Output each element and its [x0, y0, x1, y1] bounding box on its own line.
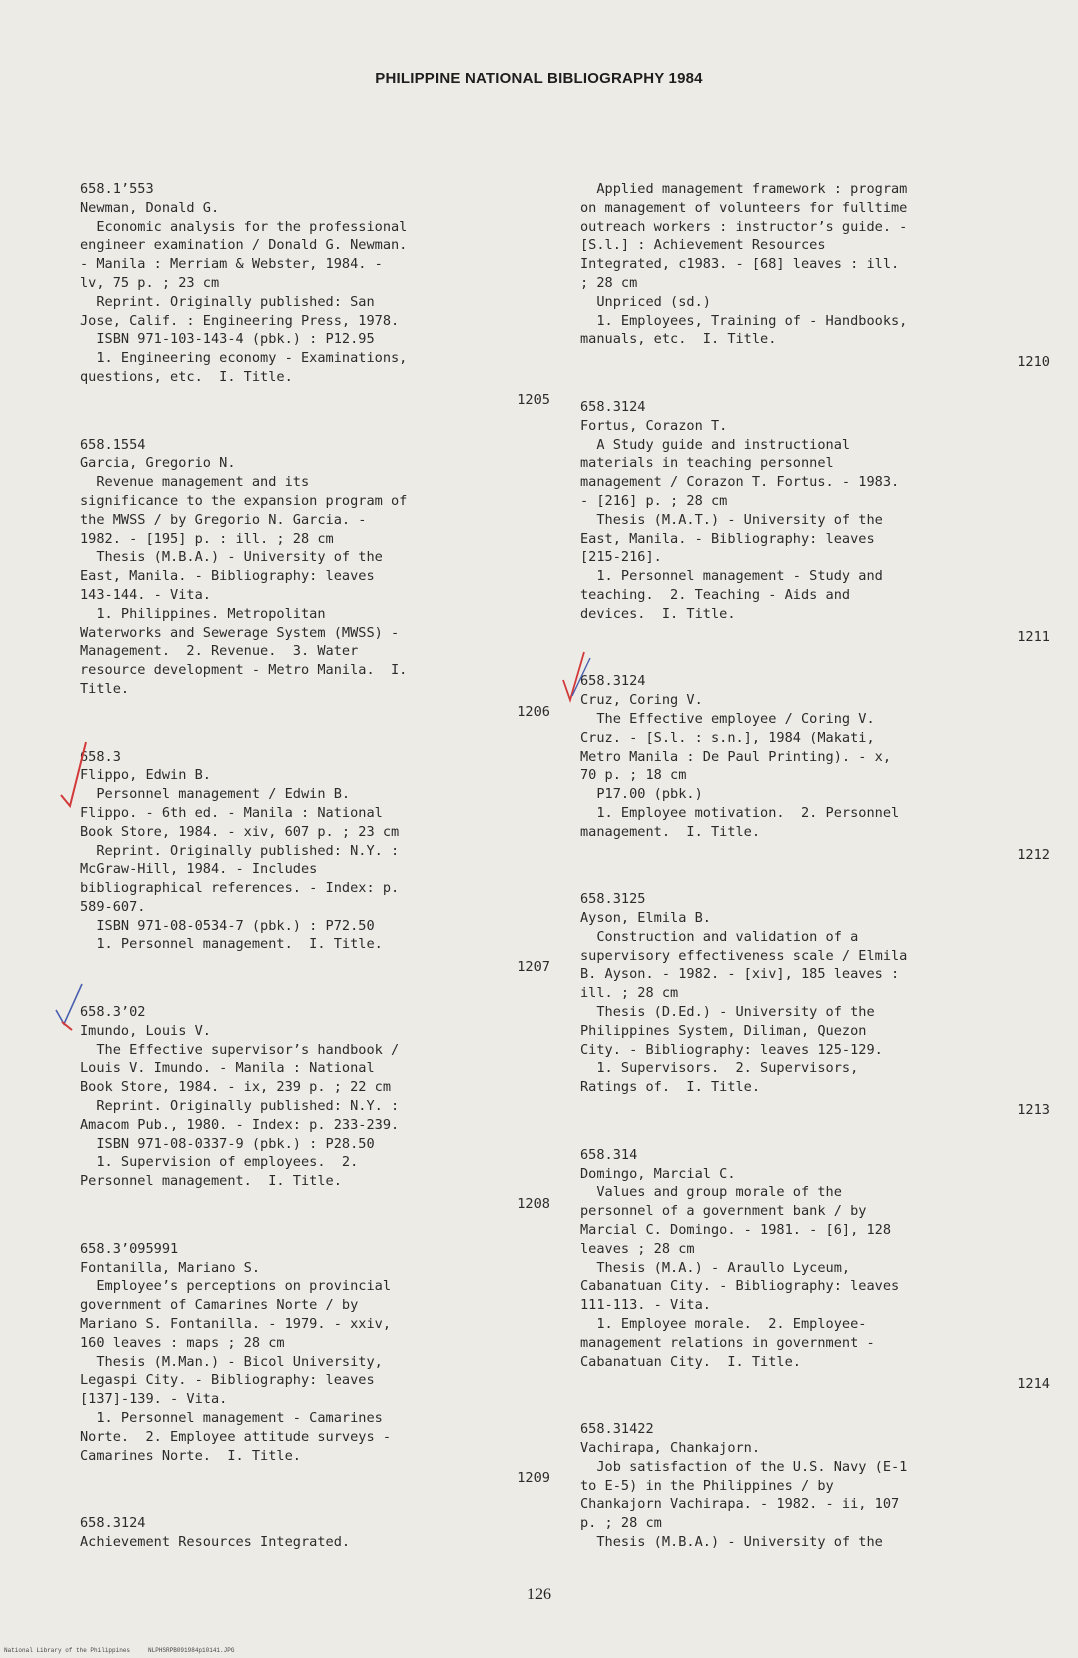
entry-line: Values and group morale of the	[580, 1184, 842, 1201]
entry-line: Integrated, c1983. - [68] leaves : ill.	[580, 256, 900, 273]
entry-line: Ayson, Elmila B.	[580, 910, 711, 927]
entry-line: 658.1’553	[80, 181, 154, 197]
entry-line: The Effective supervisor’s handbook /	[80, 1041, 400, 1058]
entry-line: supervisory effectiveness scale / Elmila	[580, 947, 908, 964]
entry-line: Employee’s perceptions on provincial	[80, 1278, 391, 1295]
entry-line: B. Ayson. - 1982. - [xiv], 185 leaves :	[580, 966, 900, 983]
entry-line: Achievement Resources Integrated.	[80, 1534, 351, 1550]
entry-line: 1. Employee morale. 2. Employee-	[580, 1316, 867, 1333]
entry-line: Cruz, Coring V.	[580, 692, 703, 709]
bibliography-entry	[80, 1514, 550, 1552]
entry-line: 1. Engineering economy - Examinations,	[80, 350, 408, 367]
entry-line: 143-144. - Vita.	[80, 586, 211, 603]
entry-line: Reprint. Originally published: N.Y. :	[80, 842, 400, 859]
entry-line: - [216] p. ; 28 cm	[580, 492, 728, 509]
entry-line: bibliographical references. - Index: p.	[80, 880, 400, 897]
entry-line: management / Corazon T. Fortus. - 1983.	[580, 474, 900, 491]
entry-line: ISBN 971-08-0534-7 (pbk.) : P72.50	[80, 917, 375, 934]
entry-line: 658.3124	[80, 1515, 146, 1532]
entry-line: 658.3124	[580, 398, 646, 415]
entry-number: 1210	[1017, 354, 1050, 371]
entry-number: 1207	[517, 959, 550, 976]
entry-line: questions, etc. I. Title.	[80, 368, 293, 385]
entry-line: government of Camarines Norte / by	[80, 1297, 359, 1314]
entry-line: materials in teaching personnel	[580, 455, 834, 472]
entry-line: Cabanatuan City. I. Title.	[580, 1353, 801, 1370]
entry-line: Flippo, Edwin B.	[80, 767, 211, 784]
entry-line: Amacom Pub., 1980. - Index: p. 233-239.	[80, 1116, 400, 1133]
entry-line: Garcia, Gregorio N.	[80, 455, 236, 472]
entry-line: Construction and validation of a	[580, 928, 859, 945]
entry-line: Revenue management and its	[80, 474, 310, 491]
bibliography-entry	[580, 672, 1050, 864]
entry-line: Title.	[80, 680, 130, 697]
entry-line: ; 28 cm	[580, 274, 638, 291]
entry-line: Camarines Norte. I. Title.	[80, 1447, 301, 1464]
entry-line: Marcial C. Domingo. - 1981. - [6], 128	[580, 1222, 891, 1239]
entry-line: lv, 75 p. ; 23 cm	[80, 274, 220, 291]
entry-line: 658.3125	[580, 891, 646, 908]
entry-line: 658.3124	[580, 673, 646, 690]
entry-line: 70 p. ; 18 cm	[580, 767, 687, 784]
entry-number: 1212	[1017, 846, 1050, 863]
entry-line: Legaspi City. - Bibliography: leaves	[80, 1372, 375, 1389]
entry-number: 1214	[1017, 1376, 1050, 1393]
bibliography-entry	[580, 180, 1050, 372]
entry-line: Waterworks and Sewerage System (MWSS) -	[80, 624, 400, 641]
entry-line: Economic analysis for the professional	[80, 218, 408, 235]
bibliography-entry	[80, 1240, 550, 1488]
entry-line: Thesis (M.A.) - Araullo Lyceum,	[580, 1259, 851, 1276]
entry-line: McGraw-Hill, 1984. - Includes	[80, 861, 318, 878]
entry-line: East, Manila. - Bibliography: leaves	[80, 568, 375, 585]
entry-line: Mariano S. Fontanilla. - 1979. - xxiv,	[80, 1316, 391, 1333]
entry-line: Thesis (M.B.A.) - University of the	[80, 549, 383, 566]
entry-line: Vachirapa, Chankajorn.	[580, 1440, 761, 1457]
entry-line: Domingo, Marcial C.	[580, 1165, 736, 1182]
entry-line: ISBN 971-103-143-4 (pbk.) : P12.95	[80, 331, 375, 348]
entry-line: management. I. Title.	[580, 823, 761, 840]
entry-line: Cabanatuan City. - Bibliography: leaves	[580, 1278, 900, 1295]
page-title: PHILIPPINE NATIONAL BIBLIOGRAPHY 1984	[375, 70, 703, 87]
entry-line: 160 leaves : maps ; 28 cm	[80, 1334, 285, 1351]
entry-line: p. ; 28 cm	[580, 1515, 662, 1532]
entry-line: Flippo. - 6th ed. - Manila : National	[80, 804, 383, 821]
entry-line: Ratings of. I. Title.	[580, 1079, 761, 1096]
entry-line: resource development - Metro Manila. I.	[80, 662, 408, 679]
bibliography-entry	[580, 398, 1050, 646]
entry-line: Newman, Donald G.	[80, 199, 220, 216]
entry-line: devices. I. Title.	[580, 605, 736, 622]
entry-line: 1. Philippines. Metropolitan	[80, 605, 326, 622]
check-mark-icon	[56, 740, 96, 810]
entry-line: ill. ; 28 cm	[580, 985, 679, 1002]
check-mark-icon	[52, 980, 96, 1040]
entry-line: 1. Personnel management. I. Title.	[80, 936, 383, 953]
entry-number: 1213	[1017, 1102, 1050, 1119]
entry-line: Chankajorn Vachirapa. - 1982. - ii, 107	[580, 1496, 900, 1513]
entry-line: Thesis (M.Man.) - Bicol University,	[80, 1353, 383, 1370]
entry-line: East, Manila. - Bibliography: leaves	[580, 530, 875, 547]
entry-line: ISBN 971-08-0337-9 (pbk.) : P28.50	[80, 1135, 375, 1152]
bibliography-entry	[80, 180, 550, 410]
entry-line: 1. Employees, Training of - Handbooks,	[580, 312, 908, 329]
entry-line: 658.314	[580, 1146, 638, 1163]
page-number: 126	[527, 1586, 551, 1603]
entry-line: Applied management framework : program	[580, 181, 908, 197]
entry-line: Book Store, 1984. - xiv, 607 p. ; 23 cm	[80, 823, 400, 840]
entry-line: Imundo, Louis V.	[80, 1022, 211, 1039]
bibliography-entry	[80, 1003, 550, 1214]
entry-line: significance to the expansion program of	[80, 492, 408, 509]
bibliography-entry	[580, 890, 1050, 1120]
entry-line: Louis V. Imundo. - Manila : National	[80, 1060, 375, 1077]
entry-line: Norte. 2. Employee attitude surveys -	[80, 1428, 391, 1445]
entry-line: Personnel management / Edwin B.	[80, 786, 351, 803]
entry-line: engineer examination / Donald G. Newman.	[80, 237, 408, 254]
entry-line: - Manila : Merriam & Webster, 1984. -	[80, 256, 383, 273]
bibliography-entry	[580, 1146, 1050, 1394]
bibliography-entry	[580, 1420, 1050, 1552]
entry-line: Metro Manila : De Paul Printing). - x,	[580, 748, 891, 765]
entry-line: Thesis (M.B.A.) - University of the	[580, 1534, 883, 1550]
entry-line: the MWSS / by Gregorio N. Garcia. -	[80, 511, 367, 528]
entry-line: Cruz. - [S.l. : s.n.], 1984 (Makati,	[580, 729, 875, 746]
entry-line: 111-113. - Vita.	[580, 1297, 711, 1314]
entry-line: Philippines System, Diliman, Quezon	[580, 1022, 867, 1039]
entry-line: The Effective employee / Coring V.	[580, 710, 875, 727]
entry-line: personnel of a government bank / by	[580, 1203, 867, 1220]
bibliography-entry	[80, 436, 550, 722]
entry-line: Book Store, 1984. - ix, 239 p. ; 22 cm	[80, 1079, 391, 1096]
entry-line: 658.31422	[580, 1421, 654, 1438]
entry-line: [S.l.] : Achievement Resources	[580, 237, 826, 254]
entry-line: manuals, etc. I. Title.	[580, 331, 777, 348]
entry-line: 658.3	[80, 748, 121, 765]
entry-line: 658.3’02	[80, 1004, 146, 1021]
entry-number: 1206	[517, 703, 550, 720]
entry-line: 1. Personnel management - Camarines	[80, 1410, 383, 1427]
entry-line: P17.00 (pbk.)	[580, 786, 703, 803]
entry-line: Thesis (M.A.T.) - University of the	[580, 511, 883, 528]
entry-line: management relations in government -	[580, 1334, 875, 1351]
entry-line: Personnel management. I. Title.	[80, 1173, 342, 1190]
entry-line: Unpriced (sd.)	[580, 293, 711, 310]
entry-line: 589-607.	[80, 898, 146, 915]
check-mark-icon	[560, 650, 600, 710]
right-column	[580, 180, 1050, 1578]
entry-line: 1. Employee motivation. 2. Personnel	[580, 804, 900, 821]
entry-line: Fortus, Corazon T.	[580, 417, 728, 434]
entry-line: on management of volunteers for fulltime	[580, 199, 908, 216]
entry-line: [215-216].	[580, 549, 662, 566]
entry-line: leaves ; 28 cm	[580, 1240, 695, 1257]
entry-line: to E-5) in the Philippines / by	[580, 1477, 834, 1494]
entry-number: 1209	[517, 1470, 550, 1487]
entry-line: A Study guide and instructional	[580, 436, 851, 453]
entry-line: [137]-139. - Vita.	[80, 1391, 228, 1408]
entry-line: Jose, Calif. : Engineering Press, 1978.	[80, 312, 400, 329]
entry-line: 1. Supervision of employees. 2.	[80, 1154, 359, 1171]
left-column	[80, 180, 550, 1578]
entry-line: City. - Bibliography: leaves 125-129.	[580, 1041, 883, 1058]
entry-line: Thesis (D.Ed.) - University of the	[580, 1004, 875, 1021]
entry-number: 1211	[1017, 628, 1050, 645]
entry-line: 658.3’095991	[80, 1240, 179, 1257]
entry-line: outreach workers : instructor’s guide. -	[580, 218, 908, 235]
entry-line: Reprint. Originally published: N.Y. :	[80, 1098, 400, 1115]
entry-line: teaching. 2. Teaching - Aids and	[580, 586, 851, 603]
scan-footer: National Library of the Philippines NLPHSRPB091984p10141.JPG	[4, 1647, 235, 1654]
bibliography-entry	[80, 748, 550, 978]
entry-line: 1. Personnel management - Study and	[580, 568, 883, 585]
entry-line: 1. Supervisors. 2. Supervisors,	[580, 1060, 859, 1077]
entry-line: Reprint. Originally published: San	[80, 293, 375, 310]
entry-line: 1982. - [195] p. : ill. ; 28 cm	[80, 530, 334, 547]
entry-line: 658.1554	[80, 436, 146, 453]
entry-line: Job satisfaction of the U.S. Navy (E-1	[580, 1458, 908, 1475]
entry-line: Management. 2. Revenue. 3. Water	[80, 643, 359, 660]
entry-number: 1205	[517, 391, 550, 408]
entry-line: Fontanilla, Mariano S.	[80, 1259, 261, 1276]
entry-number: 1208	[517, 1196, 550, 1213]
